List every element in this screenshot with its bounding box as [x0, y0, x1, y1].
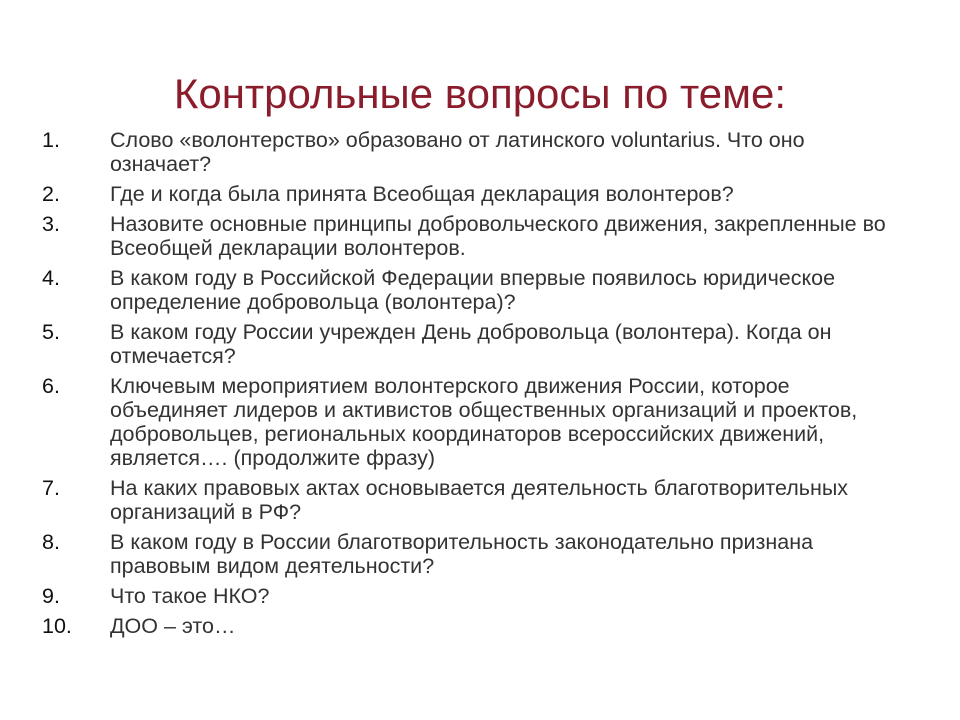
question-text: ДОО – это… — [110, 614, 236, 638]
question-number: 10. — [42, 614, 72, 638]
question-text: На каких правовых актах основывается деятельность благотворительных организаций в РФ? — [110, 476, 849, 524]
question-item — [0, 530, 960, 578]
question-number: 2. — [42, 182, 60, 206]
question-item — [0, 320, 960, 368]
question-number: 9. — [42, 584, 60, 608]
question-number: 8. — [42, 530, 60, 554]
question-item — [0, 212, 960, 260]
question-text: В каком году в России благотворительность законодательно признана правовым видом деятельности? — [110, 530, 814, 578]
slide-title: Контрольные вопросы по теме: — [173, 70, 787, 117]
question-text: В каком году в Российской Федерации впервые появилось юридическое определение добровольца (волонтера)? — [110, 266, 836, 314]
question-item — [0, 182, 960, 206]
question-text: Назовите основные принципы добровольческого движения, закрепленные во Всеобщей декларации волонтеров. — [110, 212, 886, 260]
question-item — [0, 476, 960, 524]
question-number: 7. — [42, 476, 60, 500]
question-item — [0, 266, 960, 314]
question-item — [0, 374, 960, 470]
question-number: 3. — [42, 212, 60, 236]
question-text: Что такое НКО? — [110, 584, 270, 608]
question-number: 1. — [42, 128, 60, 152]
question-item — [0, 584, 960, 608]
question-item — [0, 128, 960, 176]
question-text: Ключевым мероприятием волонтерского движения России, которое объединяет лидеров и активистов общественных организаций и проектов, добровольцев, региональных координаторов всероссийских движений, является…. (продолжите фразу) — [110, 374, 858, 470]
question-text: Слово «волонтерство» образовано от латинского voluntarius. Что оно означает? — [110, 128, 805, 176]
question-text: В каком году России учрежден День добровольца (волонтера). Когда он отмечается? — [110, 320, 832, 368]
question-text: Где и когда была принята Всеобщая декларация волонтеров? — [110, 182, 734, 206]
question-number: 5. — [42, 320, 60, 344]
question-number: 4. — [42, 266, 60, 290]
question-list — [0, 128, 960, 644]
question-number: 6. — [42, 374, 60, 398]
question-item — [0, 614, 960, 638]
